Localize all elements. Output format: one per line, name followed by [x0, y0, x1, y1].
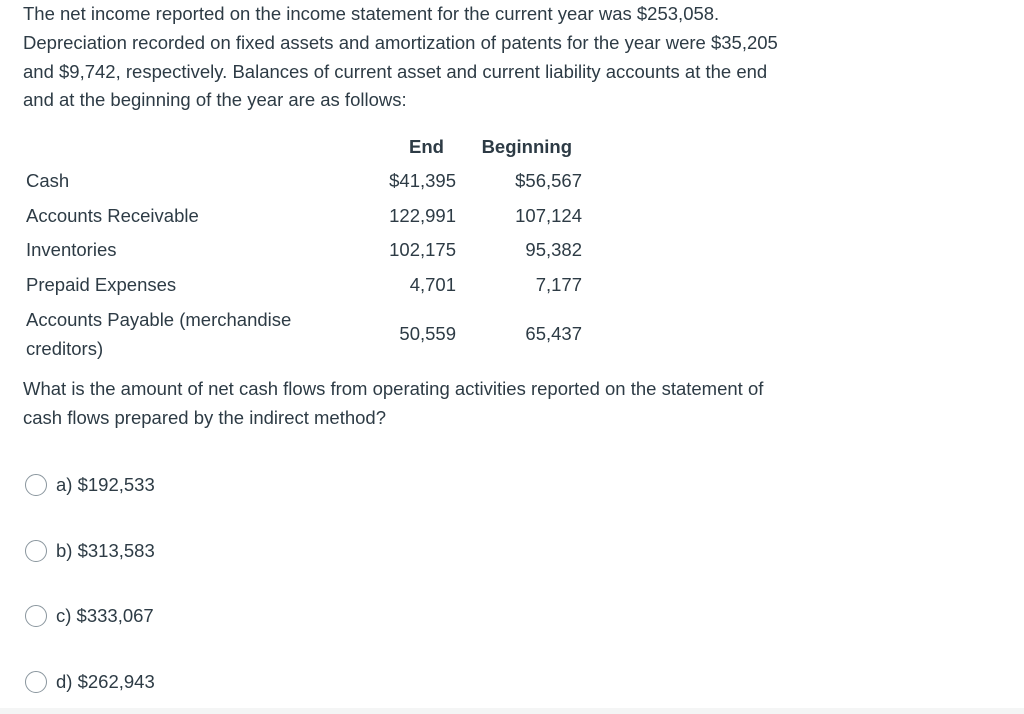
row-beginning-value: 65,437 [525, 323, 582, 344]
answer-option-a[interactable] [25, 472, 155, 498]
row-beginning-value: $56,567 [515, 170, 582, 192]
question-prompt: What is the amount of net cash flows from operating activities reported on the statement of cash flows prepared by the indirect method? [23, 378, 764, 428]
answer-option-b[interactable] [25, 538, 155, 564]
radio-button[interactable] [25, 540, 47, 562]
row-end-value: $41,395 [389, 170, 456, 192]
row-beginning-value: 95,382 [525, 239, 582, 261]
answer-label: a) $192,533 [56, 474, 155, 495]
row-label: Prepaid Expenses [26, 273, 177, 295]
row-label: Accounts Payable (merchandise creditors) [26, 309, 292, 359]
table-row [18, 268, 582, 303]
question-intro: The net income reported on the income statement for the current year was $253,058. Depreciation recorded on fixed assets and amortization of patents for the year were $35,205 and $9,742, respectively. Balances of current asset and current liability accounts at the end and at the beginning of the year are as follows: [23, 3, 778, 111]
row-end-value: 50,559 [399, 323, 456, 344]
row-end-value: 102,175 [389, 239, 456, 261]
table-row [18, 302, 582, 366]
account-balances-table [18, 130, 582, 366]
table-row [18, 199, 582, 234]
table-row [18, 233, 582, 268]
answer-label: b) $313,583 [56, 540, 155, 561]
answer-label: d) $262,943 [56, 671, 155, 692]
table-row [18, 164, 582, 199]
radio-button[interactable] [25, 671, 47, 693]
row-beginning-value: 7,177 [535, 273, 582, 295]
row-label: Inventories [26, 239, 117, 261]
header-beginning: Beginning [481, 136, 572, 157]
answer-label: c) $333,067 [56, 605, 154, 626]
radio-button[interactable] [25, 605, 47, 627]
row-label: Cash [26, 170, 70, 192]
bottom-divider [0, 708, 1024, 714]
answer-option-d[interactable] [25, 669, 155, 695]
answer-option-c[interactable] [25, 603, 154, 629]
row-end-value: 122,991 [389, 204, 456, 226]
row-label: Accounts Receivable [26, 204, 199, 226]
header-end: End [409, 136, 444, 157]
row-end-value: 4,701 [409, 273, 456, 295]
row-beginning-value: 107,124 [515, 204, 582, 226]
header-label [18, 130, 332, 164]
radio-button[interactable] [25, 474, 47, 496]
table-header-row [18, 130, 582, 164]
